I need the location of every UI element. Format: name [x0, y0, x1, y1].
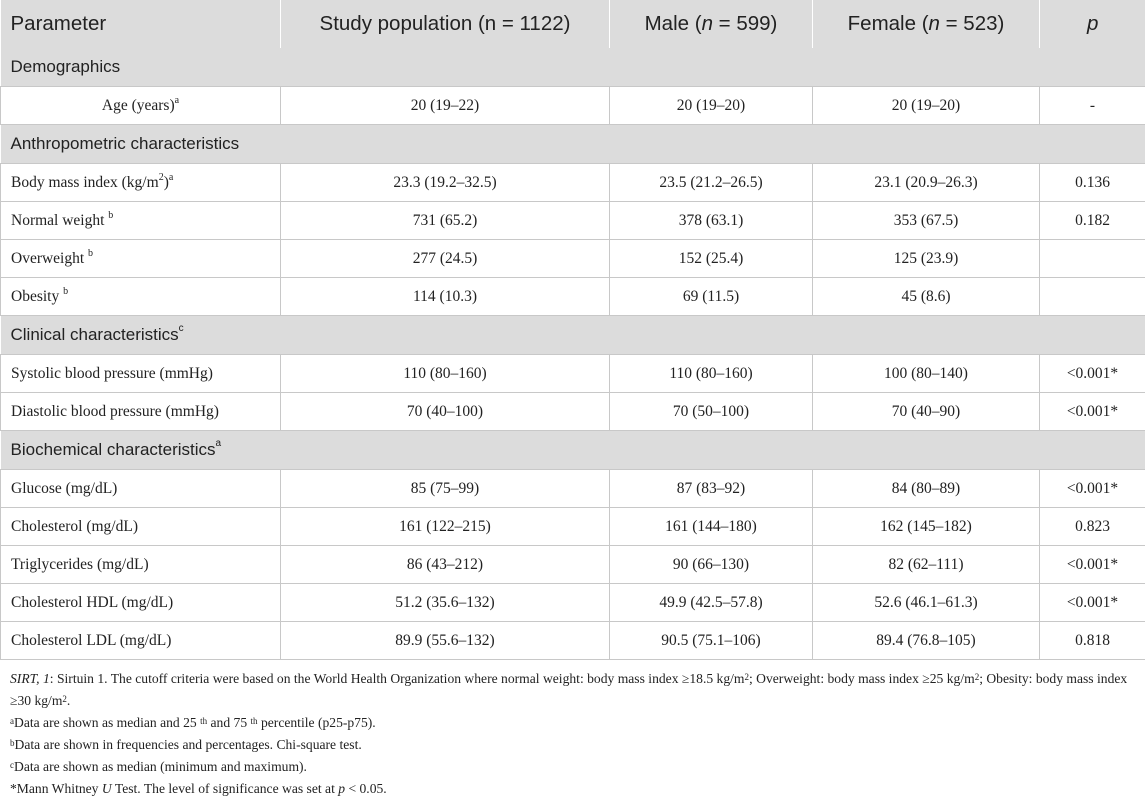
- footnote-b: [10, 734, 1135, 756]
- footnote-text: : Sirtuin 1. The cutoff criteria were based on the World Health Organization where normal weight: body mass index ≥18.5 kg/m: [49, 671, 745, 686]
- cell-study: 114 (10.3): [281, 278, 610, 316]
- footnote-u: U: [101, 781, 112, 796]
- cell-female: 125 (23.9): [813, 240, 1040, 278]
- cell-study: 51.2 (35.6–132): [281, 584, 610, 622]
- cell-male: 378 (63.1): [610, 202, 813, 240]
- footnote-text: Test. The level of significance was set at: [111, 781, 339, 796]
- header-row: [1, 0, 1145, 48]
- footnote-mark: a: [10, 716, 14, 726]
- cell-female: 70 (40–90): [813, 393, 1040, 431]
- cell-study: 86 (43–212): [281, 546, 610, 584]
- cell-male: 90 (66–130): [610, 546, 813, 584]
- param-label: Obesity: [11, 287, 64, 305]
- header-p-label: p: [1087, 12, 1099, 35]
- section-biochemical-label: Biochemical characteristics: [10, 440, 216, 459]
- cell-female: 52.6 (46.1–61.3): [813, 584, 1040, 622]
- param-label: Overweight: [11, 249, 89, 267]
- cell-p: [1040, 278, 1145, 316]
- footnote-text: Data are shown as median and 25: [14, 715, 201, 730]
- param-ldl: Cholesterol LDL (mg/dL): [1, 622, 281, 660]
- param-triglycerides: Triglycerides (mg/dL): [1, 546, 281, 584]
- param-age: [1, 87, 281, 125]
- param-cholesterol: Cholesterol (mg/dL): [1, 508, 281, 546]
- cell-study: 731 (65.2): [281, 202, 610, 240]
- section-sup: a: [215, 438, 222, 449]
- section-clinical: [1, 316, 1145, 355]
- cell-female: 45 (8.6): [813, 278, 1040, 316]
- table-row: [1, 202, 1145, 240]
- cell-p: 0.182: [1040, 202, 1145, 240]
- table-row: [1, 164, 1145, 202]
- footnote-abbreviations: [10, 668, 1135, 712]
- header-parameter: Parameter: [1, 0, 281, 48]
- cell-p: 0.818: [1040, 622, 1145, 660]
- section-label: [1, 125, 1145, 164]
- cell-p: 0.823: [1040, 508, 1145, 546]
- cell-male: 23.5 (21.2–26.5): [610, 164, 813, 202]
- footnote-sup: th: [250, 716, 258, 726]
- section-demographics: [1, 48, 1145, 87]
- cell-female: 84 (80–89): [813, 470, 1040, 508]
- param-normal-weight: [1, 202, 281, 240]
- footnote-text: *Mann Whitney: [10, 781, 102, 796]
- header-female-post: = 523): [939, 12, 1005, 35]
- table-row: [1, 278, 1145, 316]
- cell-male: 69 (11.5): [610, 278, 813, 316]
- footnote-text: percentile (p25-p75).: [257, 715, 376, 730]
- section-biochemical: [1, 431, 1145, 470]
- param-overweight: [1, 240, 281, 278]
- header-female-pre: Female (: [847, 12, 929, 35]
- footnote-sup: 2: [744, 672, 749, 682]
- footnote-a: [10, 712, 1135, 734]
- footnote-sup: 2: [974, 672, 980, 682]
- cell-study: 89.9 (55.6–132): [281, 622, 610, 660]
- section-label: [1, 48, 1145, 87]
- footnote-text: < 0.05.: [345, 781, 387, 796]
- cell-female: 162 (145–182): [813, 508, 1040, 546]
- header-male-pre: Male (: [644, 12, 702, 35]
- header-male: [610, 0, 813, 48]
- cell-female: 23.1 (20.9–26.3): [813, 164, 1040, 202]
- cell-p: <0.001*: [1040, 355, 1145, 393]
- param-sup: b: [108, 209, 114, 221]
- cell-p: <0.001*: [1040, 393, 1145, 431]
- footnote-sirt-abbrev: SIRT, 1: [10, 671, 50, 686]
- cell-p: 0.136: [1040, 164, 1145, 202]
- footnote-text: Data are shown in frequencies and percentages. Chi-square test.: [14, 737, 362, 752]
- cell-study: 110 (80–160): [281, 355, 610, 393]
- table-row: [1, 546, 1145, 584]
- param-sup2: 2: [158, 171, 164, 183]
- cell-male: 70 (50–100): [610, 393, 813, 431]
- footnote-c: [10, 756, 1135, 778]
- cell-p: [1040, 240, 1145, 278]
- section-clinical-label: Clinical characteristics: [10, 325, 179, 344]
- cell-female: 89.4 (76.8–105): [813, 622, 1040, 660]
- footnote-sup: 2: [62, 694, 67, 704]
- header-male-n: n: [701, 12, 713, 35]
- table-row: [1, 508, 1145, 546]
- cell-female: 82 (62–111): [813, 546, 1040, 584]
- section-label: [1, 431, 1145, 470]
- table-row: [1, 355, 1145, 393]
- cell-female: 100 (80–140): [813, 355, 1040, 393]
- footnote-text: ; Overweight: body mass index ≥25 kg/m: [748, 671, 975, 686]
- table-footnotes: [0, 660, 1145, 800]
- cell-study: 277 (24.5): [281, 240, 610, 278]
- param-label-end: ): [163, 173, 169, 191]
- header-study-population: Study population (n = 1122): [281, 0, 610, 48]
- cell-male: 110 (80–160): [610, 355, 813, 393]
- cell-study: 85 (75–99): [281, 470, 610, 508]
- cell-study: 23.3 (19.2–32.5): [281, 164, 610, 202]
- footnote-star: [10, 778, 1135, 800]
- cell-male: 90.5 (75.1–106): [610, 622, 813, 660]
- section-anthropometric-label: Anthropometric characteristics: [10, 134, 240, 153]
- section-demographics-label: Demographics: [10, 57, 121, 76]
- cell-male: 152 (25.4): [610, 240, 813, 278]
- table-row: [1, 470, 1145, 508]
- footnote-text: Data are shown as median (minimum and maximum).: [14, 759, 307, 774]
- param-label: Age (years): [101, 96, 175, 114]
- param-label: Normal weight: [11, 211, 109, 229]
- param-sup: a: [174, 94, 180, 106]
- section-sup: c: [178, 323, 184, 334]
- param-obesity: [1, 278, 281, 316]
- param-diastolic: Diastolic blood pressure (mmHg): [1, 393, 281, 431]
- param-sup: a: [168, 171, 174, 183]
- section-label: [1, 316, 1145, 355]
- footnote-text: .: [66, 693, 71, 708]
- cell-male: 87 (83–92): [610, 470, 813, 508]
- param-bmi: [1, 164, 281, 202]
- table-row: [1, 622, 1145, 660]
- param-hdl: Cholesterol HDL (mg/dL): [1, 584, 281, 622]
- cell-p: -: [1040, 87, 1145, 125]
- footnote-p: p: [338, 781, 346, 796]
- header-p: [1040, 0, 1145, 48]
- cell-male: 49.9 (42.5–57.8): [610, 584, 813, 622]
- cell-male: 161 (144–180): [610, 508, 813, 546]
- header-male-post: = 599): [712, 12, 778, 35]
- footnote-text: ; Obesity: body mass index ≥30 kg/m: [10, 671, 1128, 708]
- cell-p: <0.001*: [1040, 584, 1145, 622]
- cell-p: <0.001*: [1040, 470, 1145, 508]
- cell-study: 70 (40–100): [281, 393, 610, 431]
- footnote-mark: b: [10, 738, 15, 748]
- param-sup: b: [63, 285, 69, 297]
- cell-p: <0.001*: [1040, 546, 1145, 584]
- table-row: [1, 393, 1145, 431]
- footnote-text: and 75: [207, 715, 251, 730]
- section-anthropometric: [1, 125, 1145, 164]
- cell-female: 20 (19–20): [813, 87, 1040, 125]
- footnote-mark: c: [10, 760, 14, 770]
- header-female-n: n: [928, 12, 940, 35]
- cell-female: 353 (67.5): [813, 202, 1040, 240]
- param-glucose: Glucose (mg/dL): [1, 470, 281, 508]
- cell-study: 161 (122–215): [281, 508, 610, 546]
- footnote-sup: th: [200, 716, 208, 726]
- param-systolic: Systolic blood pressure (mmHg): [1, 355, 281, 393]
- table-row: [1, 87, 1145, 125]
- header-female: [813, 0, 1040, 48]
- table-row: [1, 240, 1145, 278]
- cell-male: 20 (19–20): [610, 87, 813, 125]
- table-row: [1, 584, 1145, 622]
- param-label: Body mass index (kg/m: [11, 173, 159, 191]
- cell-study: 20 (19–22): [281, 87, 610, 125]
- param-sup: b: [88, 247, 94, 259]
